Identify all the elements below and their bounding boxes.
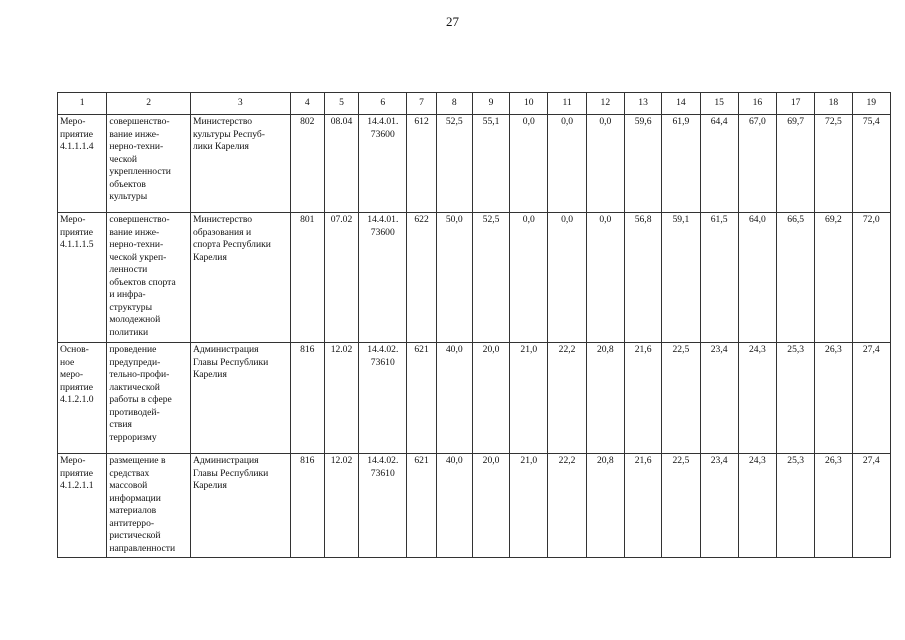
cell-value: 59,6	[624, 115, 661, 213]
cell-value: 64,4	[700, 115, 738, 213]
cell-value: 621	[407, 343, 436, 454]
column-header: 6	[359, 93, 407, 115]
cell-value: 0,0	[548, 115, 586, 213]
cell-value: 20,0	[472, 343, 509, 454]
cell-value: 21,6	[624, 343, 661, 454]
cell-value: 21,0	[510, 343, 548, 454]
cell-value: 12.02	[324, 454, 358, 558]
cell-value: 0,0	[586, 115, 624, 213]
cell-value: 40,0	[436, 343, 472, 454]
cell-value: 20,8	[586, 454, 624, 558]
page-number: 27	[446, 14, 459, 29]
cell-value: 25,3	[777, 343, 815, 454]
cell-value: 22,5	[662, 343, 700, 454]
column-header: 13	[624, 93, 661, 115]
cell-value: 14.4.01. 73600	[359, 213, 407, 343]
cell-value: 23,4	[700, 454, 738, 558]
cell-value: 69,2	[815, 213, 852, 343]
cell-value: 816	[290, 454, 324, 558]
cell-value: 20,8	[586, 343, 624, 454]
cell-description: совершенство- вание инже- нерно-техни- ческой укреп- ленности объектов спорта и инфра- структуры молодежной политики	[107, 213, 191, 343]
cell-value: 56,8	[624, 213, 661, 343]
cell-code: Меро- приятие 4.1.2.1.1	[58, 454, 107, 558]
cell-value: 72,5	[815, 115, 852, 213]
cell-code: Основ- ное меро- приятие 4.1.2.1.0	[58, 343, 107, 454]
cell-value: 55,1	[472, 115, 509, 213]
cell-value: 61,9	[662, 115, 700, 213]
cell-executor: Администрация Главы Республики Карелия	[190, 343, 290, 454]
column-header: 1	[58, 93, 107, 115]
cell-description: совершенство- вание инже- нерно-техни- ческой укрепленности объектов культуры	[107, 115, 191, 213]
cell-value: 72,0	[852, 213, 890, 343]
cell-value: 14.4.02. 73610	[359, 454, 407, 558]
column-header: 7	[407, 93, 436, 115]
cell-value: 27,4	[852, 454, 890, 558]
column-header: 8	[436, 93, 472, 115]
cell-value: 24,3	[738, 343, 776, 454]
column-header: 19	[852, 93, 890, 115]
cell-value: 27,4	[852, 343, 890, 454]
cell-description: проведение предупреди- тельно-профи- лактической работы в сфере противодей- ствия терроризму	[107, 343, 191, 454]
column-header: 16	[738, 93, 776, 115]
cell-value: 61,5	[700, 213, 738, 343]
cell-description: размещение в средствах массовой информации материалов антитерро- ристической направленности	[107, 454, 191, 558]
cell-value: 802	[290, 115, 324, 213]
header-row	[58, 93, 891, 115]
cell-value: 21,0	[510, 454, 548, 558]
cell-value: 52,5	[472, 213, 509, 343]
column-header: 5	[324, 93, 358, 115]
cell-value: 612	[407, 115, 436, 213]
cell-executor: Министерство культуры Респуб- лики Карелия	[190, 115, 290, 213]
cell-code: Меро- приятие 4.1.1.1.4	[58, 115, 107, 213]
cell-value: 0,0	[548, 213, 586, 343]
cell-value: 75,4	[852, 115, 890, 213]
cell-value: 66,5	[777, 213, 815, 343]
cell-value: 59,1	[662, 213, 700, 343]
column-header: 14	[662, 93, 700, 115]
cell-value: 22,5	[662, 454, 700, 558]
cell-value: 14.4.01. 73600	[359, 115, 407, 213]
cell-value: 24,3	[738, 454, 776, 558]
table-row	[58, 213, 891, 343]
cell-value: 69,7	[777, 115, 815, 213]
column-header: 9	[472, 93, 509, 115]
cell-value: 22,2	[548, 454, 586, 558]
column-header: 18	[815, 93, 852, 115]
column-header: 3	[190, 93, 290, 115]
cell-value: 20,0	[472, 454, 509, 558]
cell-value: 07.02	[324, 213, 358, 343]
cell-value: 25,3	[777, 454, 815, 558]
cell-executor: Администрация Главы Республики Карелия	[190, 454, 290, 558]
cell-executor: Министерство образования и спорта Республики Карелия	[190, 213, 290, 343]
cell-value: 64,0	[738, 213, 776, 343]
cell-value: 801	[290, 213, 324, 343]
cell-value: 40,0	[436, 454, 472, 558]
column-header: 4	[290, 93, 324, 115]
cell-value: 12.02	[324, 343, 358, 454]
cell-value: 23,4	[700, 343, 738, 454]
cell-value: 26,3	[815, 343, 852, 454]
cell-value: 67,0	[738, 115, 776, 213]
column-header: 15	[700, 93, 738, 115]
cell-value: 622	[407, 213, 436, 343]
cell-value: 816	[290, 343, 324, 454]
cell-value: 0,0	[510, 115, 548, 213]
column-header: 12	[586, 93, 624, 115]
cell-value: 621	[407, 454, 436, 558]
column-header: 17	[777, 93, 815, 115]
cell-code: Меро- приятие 4.1.1.1.5	[58, 213, 107, 343]
cell-value: 21,6	[624, 454, 661, 558]
cell-value: 14.4.02. 73610	[359, 343, 407, 454]
column-header: 11	[548, 93, 586, 115]
cell-value: 08.04	[324, 115, 358, 213]
table-row	[58, 454, 891, 558]
cell-value: 22,2	[548, 343, 586, 454]
column-header: 10	[510, 93, 548, 115]
column-header: 2	[107, 93, 191, 115]
cell-value: 26,3	[815, 454, 852, 558]
table-row	[58, 343, 891, 454]
cell-value: 52,5	[436, 115, 472, 213]
cell-value: 50,0	[436, 213, 472, 343]
cell-value: 0,0	[586, 213, 624, 343]
budget-table	[57, 92, 891, 558]
cell-value: 0,0	[510, 213, 548, 343]
table-row	[58, 115, 891, 213]
